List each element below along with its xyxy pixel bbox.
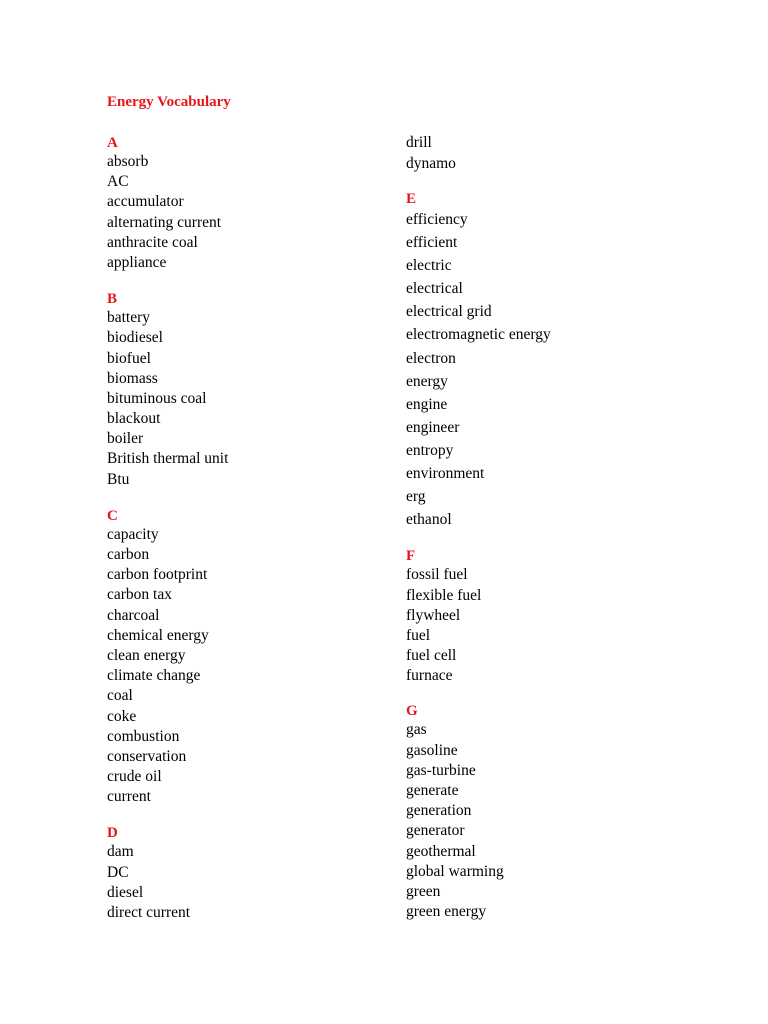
vocabulary-term: carbon footprint: [107, 566, 208, 584]
vocabulary-term: global warming: [406, 862, 504, 880]
section-letter-heading: E: [406, 191, 417, 207]
vocabulary-term: energy: [406, 372, 448, 390]
vocabulary-term: coal: [107, 687, 133, 705]
vocabulary-term: battery: [107, 309, 151, 327]
vocabulary-term: environment: [406, 465, 485, 483]
vocabulary-term: absorb: [107, 153, 149, 170]
vocabulary-term: crude oil: [107, 768, 162, 786]
vocabulary-term: efficiency: [406, 211, 468, 228]
page-title: Energy Vocabulary: [107, 94, 231, 110]
vocabulary-term: generate: [406, 782, 459, 799]
vocabulary-term: conservation: [107, 747, 187, 765]
right-column: [406, 132, 551, 922]
vocabulary-term: biofuel: [107, 349, 151, 367]
vocabulary-term: appliance: [107, 253, 167, 271]
vocabulary-term: AC: [107, 173, 129, 191]
vocabulary-term: gas: [406, 721, 427, 739]
section-letter-heading: D: [107, 825, 118, 842]
section-a: [107, 134, 228, 273]
section-b: [107, 290, 228, 490]
vocabulary-term: dynamo: [406, 155, 456, 172]
section-c: [107, 507, 228, 808]
vocabulary-term: carbon: [107, 546, 150, 563]
vocabulary-term: biodiesel: [107, 329, 163, 347]
section-d: [107, 824, 228, 923]
vocabulary-term: anthracite coal: [107, 233, 198, 251]
vocabulary-term: direct current: [107, 904, 191, 921]
vocabulary-term: entropy: [406, 441, 454, 459]
vocabulary-term: engine: [406, 395, 448, 413]
vocabulary-term: flywheel: [406, 606, 461, 624]
vocabulary-term: DC: [107, 863, 129, 881]
vocabulary-term: ethanol: [406, 511, 452, 529]
vocabulary-term: diesel: [107, 883, 144, 901]
section-continued: [406, 132, 551, 174]
vocabulary-term: fuel cell: [406, 647, 457, 665]
vocabulary-term: gasoline: [406, 741, 458, 759]
vocabulary-term: charcoal: [107, 606, 160, 624]
vocabulary-term: engineer: [406, 418, 460, 436]
vocabulary-term: bituminous coal: [107, 389, 207, 407]
vocabulary-term: gas-turbine: [406, 761, 476, 779]
vocabulary-term: carbon tax: [107, 586, 172, 604]
vocabulary-term: fossil fuel: [406, 566, 468, 584]
vocabulary-term: generation: [406, 802, 472, 820]
vocabulary-term: climate change: [107, 667, 201, 685]
vocabulary-term: dam: [107, 843, 134, 861]
vocabulary-term: blackout: [107, 410, 161, 428]
vocabulary-term: generator: [406, 822, 465, 840]
left-column: [107, 134, 228, 923]
vocabulary-term: green energy: [406, 903, 487, 921]
vocabulary-term: chemical energy: [107, 626, 209, 644]
vocabulary-term: drill: [406, 134, 432, 151]
vocabulary-term: geothermal: [406, 842, 476, 860]
vocabulary-term: erg: [406, 488, 426, 506]
vocabulary-term: coke: [107, 707, 137, 725]
vocabulary-term: furnace: [406, 667, 453, 685]
vocabulary-term: electromagnetic energy: [406, 326, 551, 344]
vocabulary-term: Btu: [107, 470, 130, 488]
vocabulary-term: electron: [406, 349, 456, 367]
vocabulary-term: flexible fuel: [406, 586, 482, 604]
vocabulary-term: clean energy: [107, 646, 186, 664]
vocabulary-term: boiler: [107, 430, 144, 448]
section-g: [406, 702, 551, 922]
section-e: [406, 190, 551, 531]
section-letter-heading: A: [107, 135, 118, 151]
vocabulary-term: alternating current: [107, 213, 222, 231]
vocabulary-term: British thermal unit: [107, 450, 229, 468]
section-letter-heading: G: [406, 703, 418, 720]
vocabulary-term: capacity: [107, 525, 159, 543]
vocabulary-term: electrical: [406, 280, 463, 298]
vocabulary-term: accumulator: [107, 193, 184, 211]
section-letter-heading: B: [107, 291, 118, 308]
section-f: [406, 547, 551, 686]
vocabulary-term: biomass: [107, 369, 158, 387]
vocabulary-term: efficient: [406, 234, 458, 252]
section-letter-heading: C: [107, 507, 118, 524]
section-letter-heading: F: [406, 548, 416, 565]
vocabulary-term: electrical grid: [406, 303, 492, 321]
vocabulary-term: combustion: [107, 727, 180, 745]
vocabulary-term: current: [107, 788, 151, 806]
vocabulary-term: green: [406, 882, 441, 900]
vocabulary-term: fuel: [406, 626, 431, 644]
vocabulary-term: electric: [406, 257, 452, 275]
